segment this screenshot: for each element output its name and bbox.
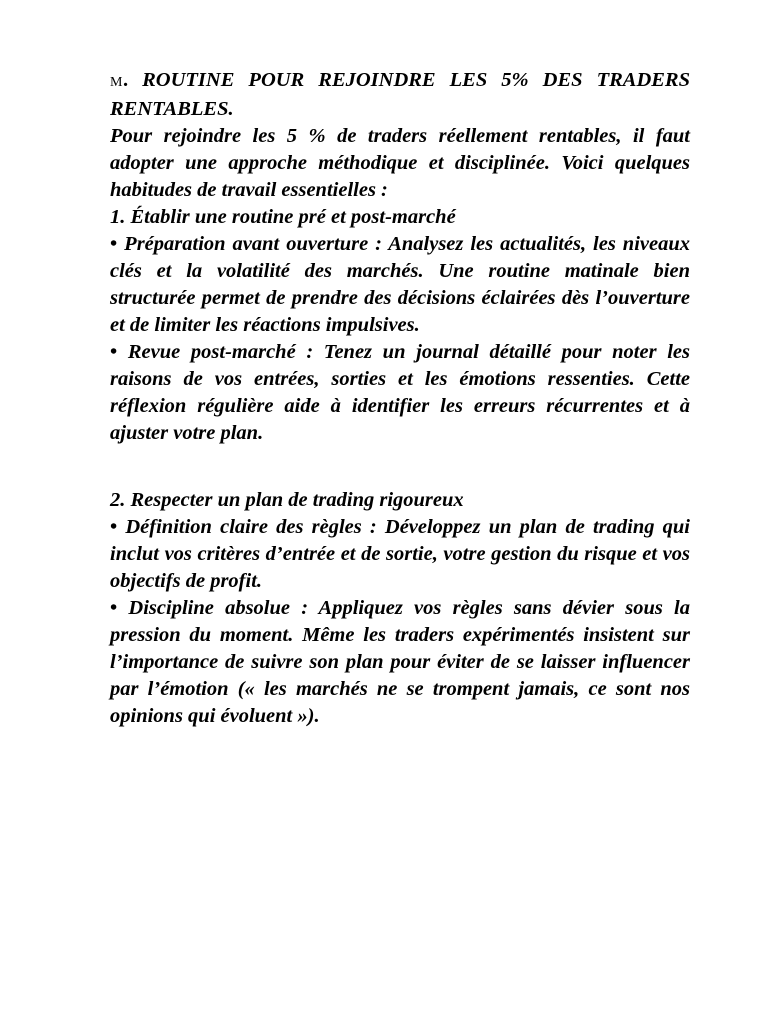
bullet-item	[110, 231, 690, 339]
document-body	[110, 67, 690, 730]
bullet-item	[110, 595, 690, 730]
intro-paragraph: Pour rejoindre les 5 % de traders réellement rentables, il faut adopter une approche méthodique et disciplinée. Voici quelques habitudes de travail essentielles :	[110, 125, 690, 201]
title-text: ROUTINE POUR REJOINDRE LES 5% DES TRADERS RENTABLES.	[110, 69, 690, 120]
bullet-symbol: •	[110, 597, 118, 619]
section-heading-1: 1. Établir une routine pré et post-marché	[110, 206, 456, 228]
title-dot: .	[122, 69, 129, 91]
bullet-text: Revue post-marché : Tenez un journal détaillé pour noter les raisons de vos entrées, sorties et les émotions ressenties. Cette réflexion régulière aide à identifier les erreurs récurrentes et à ajuster votre plan.	[110, 341, 691, 444]
bullet-item	[110, 339, 690, 447]
bullet-text: Définition claire des règles : Développez un plan de trading qui inclut vos critères d’entrée et de sortie, votre gestion du risque et vos objectifs de profit.	[110, 516, 691, 592]
bullet-text: Préparation avant ouverture : Analysez les actualités, les niveaux clés et la volatilité des marchés. Une routine matinale bien structurée permet de prendre des décisions éclairées dès l’ouverture et de limiter les réactions impulsives.	[110, 233, 691, 336]
bullet-symbol: •	[110, 341, 118, 363]
bullet-item	[110, 514, 690, 595]
bullet-text: Discipline absolue : Appliquez vos règles sans dévier sous la pression du moment. Même les traders expérimentés insistent sur l’importance de suivre son plan pour éviter de se laisser influencer par l’émotion (« les marchés ne se trompent jamais, ce sont nos opinions qui évoluent »).	[110, 597, 691, 727]
title-marker: M	[110, 75, 123, 90]
document-title	[110, 67, 690, 123]
bullet-symbol: •	[110, 516, 118, 538]
bullet-symbol: •	[110, 233, 118, 255]
section-heading-2: 2. Respecter un plan de trading rigoureux	[110, 489, 464, 511]
